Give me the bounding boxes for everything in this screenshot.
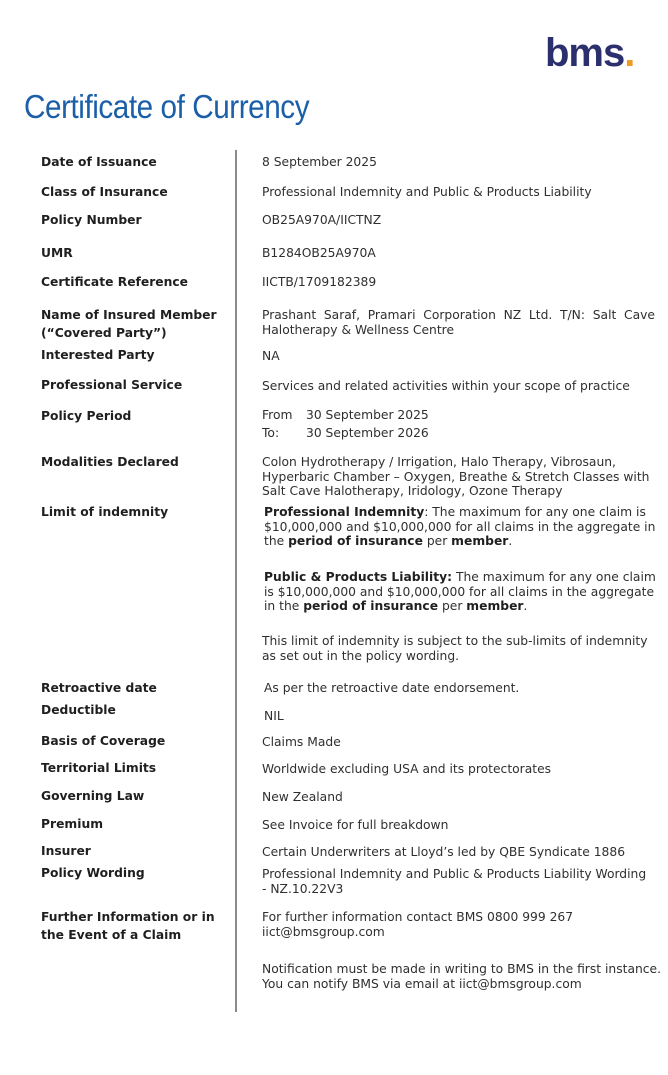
- further-information-label-line2: the Event of a Claim: [41, 928, 182, 942]
- territorial-limits-label: Territorial Limits: [41, 761, 157, 775]
- period-to-value: 30 September 2026: [306, 426, 429, 440]
- policy-wording-value: Professional Indemnity and Public & Products Liability Wording - NZ.10.22V3: [262, 867, 647, 896]
- claim-notification-line2: You can notify BMS via email at iict@bmsgroup.com: [262, 976, 582, 991]
- modalities-value: Colon Hydrotherapy / Irrigation, Halo Therapy, Vibrosaun, Hyperbaric Chamber – Oxygen, Breathe & Stretch Classes with Salt Cave Halotherapy, Iridology, Ozone Therapy: [262, 455, 650, 498]
- retroactive-date-value: As per the retroactive date endorsement.: [264, 681, 520, 695]
- claim-notification-note: [262, 962, 661, 991]
- retroactive-date-label: Retroactive date: [41, 681, 157, 695]
- date-of-issuance-value: 8 September 2025: [262, 155, 377, 169]
- insurer-label: Insurer: [41, 844, 91, 858]
- date-of-issuance-label: Date of Issuance: [41, 155, 157, 169]
- public-products-liability-paragraph: Public & Products Liability: The maximum for any one claim is $10,000,000 and $10,000,000 for all claims in the aggregate in the period of insurance per member.: [264, 570, 656, 613]
- insured-member-label-line1: Name of Insured Member: [41, 308, 217, 322]
- territorial-limits-value: Worldwide excluding USA and its protectorates: [262, 762, 552, 776]
- governing-law-value: New Zealand: [262, 790, 343, 804]
- claim-notification-line1: Notification must be made in writing to BMS in the first instance.: [262, 962, 662, 976]
- insurer-value: Certain Underwriters at Lloyd’s led by QBE Syndicate 1886: [262, 845, 626, 859]
- insured-member-value: Prashant Saraf, Pramari Corporation NZ Ltd. T/N: Salt Cave Halotherapy & Wellness Centre: [262, 308, 655, 337]
- certificate-reference-value: IICTB/1709182389: [262, 275, 377, 289]
- interested-party-label: Interested Party: [41, 348, 155, 362]
- further-information-contact: [262, 910, 573, 939]
- limit-of-indemnity-label: Limit of indemnity: [41, 505, 169, 519]
- governing-law-label: Governing Law: [41, 789, 145, 803]
- professional-service-value: Services and related activities within your scope of practice: [262, 379, 630, 393]
- bms-email-contact: iict@bmsgroup.com: [262, 924, 385, 939]
- bms-phone-contact: For further information contact BMS 0800 999 267: [262, 910, 574, 924]
- insured-member-label: [41, 306, 217, 342]
- policy-period-table: [262, 406, 429, 442]
- policy-number-value: OB25A970A/IICTNZ: [262, 213, 382, 227]
- sub-limits-note: This limit of indemnity is subject to the sub-limits of indemnity as set out in the policy wording.: [262, 634, 648, 663]
- class-of-insurance-value: Professional Indemnity and Public & Products Liability: [262, 185, 592, 199]
- basis-of-coverage-value: Claims Made: [262, 735, 341, 749]
- period-to-label: To:: [262, 426, 280, 440]
- umr-label: UMR: [41, 246, 73, 260]
- period-from-label: From: [262, 408, 293, 422]
- professional-service-label: Professional Service: [41, 378, 183, 392]
- class-of-insurance-label: Class of Insurance: [41, 185, 168, 199]
- bms-logo: bms.: [545, 31, 635, 75]
- premium-value: See Invoice for full breakdown: [262, 818, 449, 832]
- further-information-label: [41, 908, 215, 944]
- period-from-value: 30 September 2025: [306, 408, 429, 422]
- policy-period-label: Policy Period: [41, 409, 132, 423]
- premium-label: Premium: [41, 817, 104, 831]
- further-information-label-line1: Further Information or in: [41, 910, 215, 924]
- insured-member-label-line2: (“Covered Party”): [41, 326, 167, 340]
- policy-wording-label: Policy Wording: [41, 866, 145, 880]
- professional-indemnity-paragraph: Professional Indemnity: The maximum for any one claim is $10,000,000 and $10,000,000 for all claims in the aggregate in the period of insurance per member.: [264, 505, 656, 548]
- policy-number-label: Policy Number: [41, 213, 142, 227]
- umr-value: B1284OB25A970A: [262, 246, 376, 260]
- certificate-reference-label: Certificate Reference: [41, 275, 189, 289]
- deductible-label: Deductible: [41, 703, 116, 717]
- interested-party-value: NA: [262, 349, 280, 363]
- deductible-value: NIL: [264, 709, 284, 723]
- column-divider: [235, 150, 237, 1012]
- modalities-label: Modalities Declared: [41, 455, 179, 469]
- basis-of-coverage-label: Basis of Coverage: [41, 734, 166, 748]
- page-title: Certificate of Currency: [24, 88, 310, 125]
